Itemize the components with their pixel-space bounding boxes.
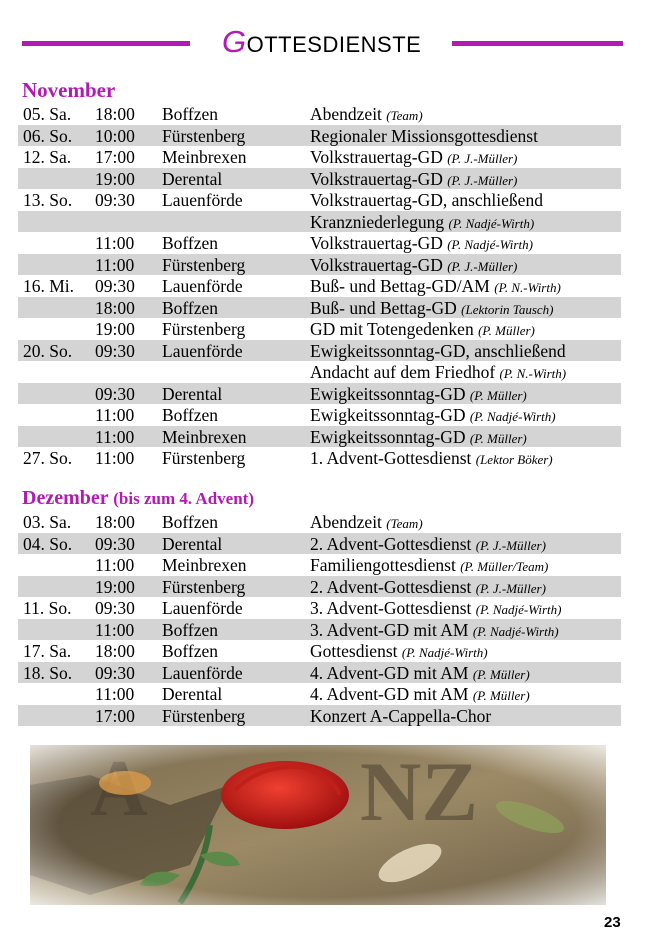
schedule-row: [18, 168, 621, 190]
schedule-row: [18, 533, 621, 555]
schedule-row: [18, 662, 621, 684]
row-service-title: 4. Advent-GD mit AM: [310, 684, 469, 704]
schedule-row: [18, 211, 621, 233]
row-time: 10:00: [95, 125, 135, 146]
title-rest: OTTESDIENSTE: [246, 32, 422, 57]
row-time: 11:00: [95, 619, 135, 640]
row-officiant-note: (Lektor Böker): [475, 452, 553, 467]
row-date: 20. So.: [23, 340, 73, 361]
row-date: 12. Sa.: [23, 147, 72, 167]
rose-photo: [30, 745, 606, 905]
row-time: 09:30: [95, 662, 135, 683]
row-service-title: Ewigkeitssonntag-GD, anschließend: [310, 340, 566, 361]
row-officiant-note: (P. Müller): [469, 387, 527, 403]
row-service-title: Andacht auf dem Friedhof: [310, 362, 496, 382]
row-time: 09:30: [95, 340, 135, 361]
schedule-row: [18, 619, 621, 641]
row-service: [310, 276, 561, 298]
row-place: Derental: [162, 383, 223, 404]
row-service: [310, 534, 546, 556]
row-service-title: Familiengottesdienst: [310, 555, 456, 575]
row-service-title: Volkstrauertag-GD: [310, 233, 443, 253]
row-place: Lauenförde: [162, 662, 243, 683]
row-service: [310, 169, 517, 191]
row-date: 06. So.: [23, 125, 73, 146]
rose-photo-image: [30, 745, 606, 905]
dezember-heading: [22, 487, 254, 510]
row-officiant-note: (P. J.-Müller): [447, 151, 518, 166]
row-service: [310, 448, 553, 470]
row-place: Boffzen: [162, 233, 219, 253]
title-initial: G: [222, 24, 247, 59]
row-date: 03. Sa.: [23, 512, 72, 532]
row-service-title: Abendzeit: [310, 512, 382, 532]
row-service-title: 3. Advent-GD mit AM: [310, 619, 469, 640]
row-time: 18:00: [95, 512, 135, 532]
row-service-title: 2. Advent-Gottesdienst: [310, 576, 472, 597]
row-service: [310, 598, 561, 620]
row-service-title: Kranzniederlegung: [310, 211, 445, 232]
row-officiant-note: (P. Nadjé-Wirth): [475, 602, 562, 617]
row-place: Boffzen: [162, 405, 219, 425]
row-service: [310, 512, 423, 534]
row-officiant-note: (P. Müller/Team): [460, 559, 549, 574]
row-time: 11:00: [95, 405, 135, 425]
row-service-title: 2. Advent-Gottesdienst: [310, 533, 472, 554]
schedule-row: [18, 597, 621, 619]
row-time: 18:00: [95, 104, 135, 124]
page-title: [222, 24, 421, 60]
row-service: [310, 104, 423, 126]
row-service: [310, 684, 530, 706]
row-service-title: 1. Advent-Gottesdienst: [310, 448, 472, 468]
row-date: 05. Sa.: [23, 104, 72, 124]
row-time: 18:00: [95, 641, 135, 661]
row-officiant-note: (P. N.-Wirth): [494, 280, 561, 295]
row-officiant-note: (Team): [386, 108, 423, 123]
row-place: Derental: [162, 684, 223, 704]
row-service-title: Buß- und Bettag-GD/AM: [310, 276, 490, 296]
row-service: [310, 384, 527, 406]
row-service-title: 3. Advent-Gottesdienst: [310, 598, 472, 618]
schedule-row: [18, 103, 621, 125]
row-service: [310, 298, 554, 320]
row-place: Meinbrexen: [162, 147, 247, 167]
november-heading: November: [22, 78, 116, 102]
schedule-row: [18, 297, 621, 319]
row-time: 11:00: [95, 555, 135, 575]
row-service-title: Regionaler Missionsgottesdienst: [310, 125, 538, 146]
row-service-title: Volkstrauertag-GD: [310, 168, 443, 189]
row-service-title: Buß- und Bettag-GD: [310, 297, 457, 318]
row-service: [310, 190, 543, 210]
row-time: 11:00: [95, 684, 135, 704]
row-time: 11:00: [95, 254, 135, 275]
row-service-title: Volkstrauertag-GD: [310, 147, 443, 167]
row-service: [310, 620, 559, 642]
schedule-row: [18, 189, 621, 211]
row-service: [310, 319, 535, 341]
page-number: 23: [604, 914, 621, 931]
schedule-row: [18, 361, 621, 383]
row-place: Fürstenberg: [162, 125, 246, 146]
row-date: 27. So.: [23, 448, 73, 468]
row-service: [310, 126, 538, 146]
row-time: 17:00: [95, 705, 135, 726]
schedule-row: [18, 254, 621, 276]
row-service: [310, 255, 517, 277]
row-date: 13. So.: [23, 190, 73, 210]
row-time: 09:30: [95, 533, 135, 554]
row-place: Fürstenberg: [162, 705, 246, 726]
row-place: Boffzen: [162, 641, 219, 661]
row-place: Boffzen: [162, 619, 219, 640]
row-service: [310, 233, 533, 255]
row-place: Meinbrexen: [162, 426, 247, 447]
row-service: [310, 706, 491, 726]
row-time: 19:00: [95, 168, 135, 189]
row-place: Derental: [162, 533, 223, 554]
dezember-heading-subtitle: (bis zum 4. Advent): [113, 489, 254, 508]
schedule-row: [18, 404, 621, 426]
row-date: 11. So.: [23, 598, 72, 618]
row-officiant-note: (P. J.-Müller): [475, 580, 546, 596]
row-place: Lauenförde: [162, 340, 243, 361]
row-officiant-note: (P. Nadjé-Wirth): [447, 237, 533, 252]
row-place: Fürstenberg: [162, 254, 246, 275]
schedule-row: [18, 705, 621, 727]
row-officiant-note: (P. Nadjé-Wirth): [401, 645, 488, 660]
row-service-title: Ewigkeitssonntag-GD: [310, 426, 466, 447]
row-place: Meinbrexen: [162, 555, 247, 575]
row-place: Lauenförde: [162, 190, 243, 210]
row-time: 09:30: [95, 190, 135, 210]
row-place: Fürstenberg: [162, 319, 246, 339]
row-service-title: Ewigkeitssonntag-GD: [310, 383, 466, 404]
november-schedule: [18, 103, 621, 469]
row-place: Fürstenberg: [162, 448, 246, 468]
row-officiant-note: (Lektorin Tausch): [461, 301, 554, 317]
schedule-row: [18, 576, 621, 598]
row-officiant-note: (P. Nadjé-Wirth): [448, 215, 535, 231]
row-time: 18:00: [95, 297, 135, 318]
row-date: 17. Sa.: [23, 641, 72, 661]
row-service: [310, 641, 488, 663]
row-officiant-note: (P. N.-Wirth): [499, 366, 567, 381]
row-place: Derental: [162, 168, 223, 189]
schedule-row: [18, 232, 621, 254]
row-time: 19:00: [95, 576, 135, 597]
row-service: [310, 427, 527, 449]
row-date: 16. Mi.: [23, 276, 75, 296]
row-time: 17:00: [95, 147, 135, 167]
row-time: 11:00: [95, 233, 135, 253]
row-time: 11:00: [95, 448, 135, 468]
dezember-heading-title: Dezember: [22, 487, 109, 509]
row-service: [310, 663, 530, 685]
row-officiant-note: (P. Nadjé-Wirth): [472, 623, 559, 639]
row-service: [310, 341, 566, 361]
row-place: Boffzen: [162, 104, 219, 124]
row-officiant-note: (P. Müller): [472, 688, 530, 703]
schedule-row: [18, 146, 621, 168]
row-officiant-note: (P. J.-Müller): [447, 258, 518, 274]
row-time: 11:00: [95, 426, 135, 447]
row-time: 09:30: [95, 598, 135, 618]
row-officiant-note: (Team): [386, 516, 423, 531]
schedule-row: [18, 511, 621, 533]
schedule-row: [18, 640, 621, 662]
row-officiant-note: (P. Nadjé-Wirth): [469, 409, 556, 424]
row-time: 09:30: [95, 276, 135, 296]
row-service: [310, 555, 548, 577]
row-service: [310, 362, 566, 384]
schedule-row: [18, 383, 621, 405]
row-service-title: Gottesdienst: [310, 641, 398, 661]
row-place: Boffzen: [162, 297, 219, 318]
row-service: [310, 405, 556, 427]
dezember-schedule: [18, 511, 621, 726]
schedule-row: [18, 340, 621, 362]
schedule-row: [18, 275, 621, 297]
row-place: Lauenförde: [162, 276, 243, 296]
row-service-title: Volkstrauertag-GD, anschließend: [310, 190, 543, 210]
page-header: [0, 20, 665, 62]
row-officiant-note: (P. J.-Müller): [475, 537, 546, 553]
row-officiant-note: (P. Müller): [469, 430, 527, 446]
schedule-row: [18, 447, 621, 469]
row-service: [310, 212, 534, 234]
row-time: 19:00: [95, 319, 135, 339]
row-officiant-note: (P. Müller): [472, 666, 530, 682]
row-service: [310, 577, 546, 599]
row-place: Boffzen: [162, 512, 219, 532]
header-rule-right: [452, 41, 623, 46]
row-service-title: Volkstrauertag-GD: [310, 254, 443, 275]
schedule-row: [18, 318, 621, 340]
schedule-row: [18, 426, 621, 448]
row-service: [310, 147, 517, 169]
row-officiant-note: (P. J.-Müller): [447, 172, 518, 188]
row-service-title: Ewigkeitssonntag-GD: [310, 405, 466, 425]
row-service-title: GD mit Totengedenken: [310, 319, 474, 339]
row-service-title: 4. Advent-GD mit AM: [310, 662, 469, 683]
row-time: 09:30: [95, 383, 135, 404]
schedule-row: [18, 554, 621, 576]
row-service-title: Konzert A-Cappella-Chor: [310, 705, 492, 726]
row-service-title: Abendzeit: [310, 104, 382, 124]
row-place: Fürstenberg: [162, 576, 246, 597]
row-date: 18. So.: [23, 662, 73, 683]
header-rule-left: [22, 41, 190, 46]
row-date: 04. So.: [23, 533, 73, 554]
row-place: Lauenförde: [162, 598, 243, 618]
row-officiant-note: (P. Müller): [478, 323, 535, 338]
schedule-row: [18, 683, 621, 705]
schedule-row: [18, 125, 621, 147]
